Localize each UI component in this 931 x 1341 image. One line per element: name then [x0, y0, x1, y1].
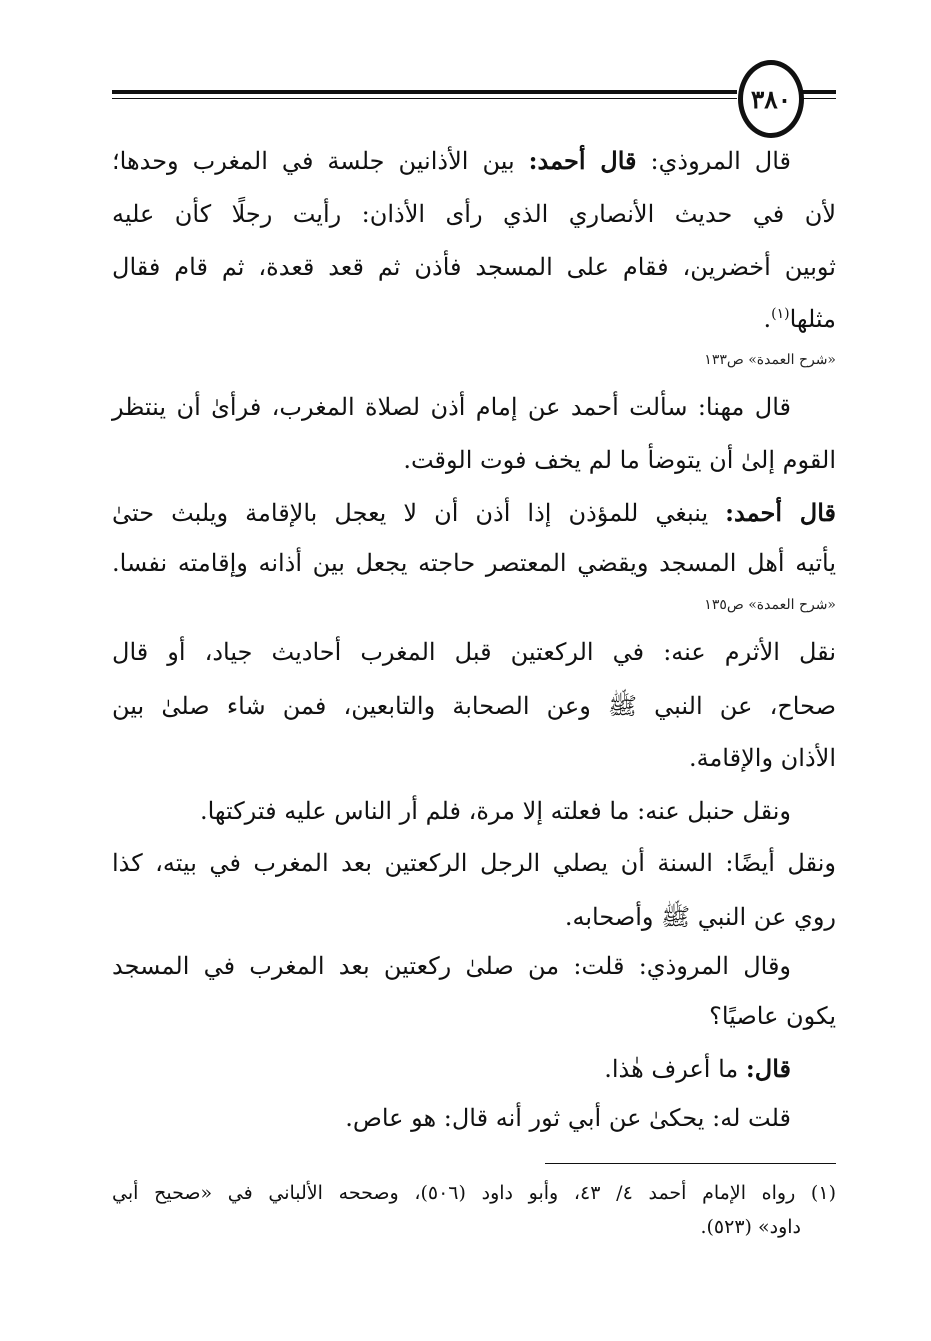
- text-line: ونقل أيضًا: السنة أن يصلي الرجل الركعتين بعد المغرب في بيته، كذا: [112, 849, 836, 877]
- text-line: ونقل حنبل عنه: ما فعلته إلا مرة، فلم أر الناس عليه فتركتها.: [199, 797, 791, 825]
- speaker-label: قال أحمد:: [528, 146, 637, 175]
- footnote-marker: (١): [771, 306, 790, 322]
- text-line: [112, 305, 836, 333]
- header-rule-thin: [112, 98, 737, 99]
- text-line: ثوبين أخضرين، فقام على المسجد فأذن ثم قعد قعدة، ثم قام فقال: [112, 253, 836, 281]
- header-rule-right-thin: [802, 98, 836, 99]
- text-line: قلت له: يحكىٰ عن أبي ثور أنه قال: هو عاص.: [345, 1104, 791, 1132]
- header-rule-right-thick: [802, 90, 836, 94]
- text-line: [112, 498, 836, 527]
- speaker-label: قال أحمد:: [725, 498, 836, 527]
- footnote-separator: [545, 1163, 836, 1164]
- text-line: [112, 146, 791, 175]
- line-text: مثلها: [789, 305, 836, 333]
- page-number: ٣٨٠: [738, 60, 804, 138]
- source-citation: «شرح العمدة» ص١٣٣: [704, 352, 836, 368]
- speaker-label: قال:: [745, 1054, 791, 1083]
- text-line: وقال المروذي: قلت: من صلىٰ ركعتين بعد المغرب في المسجد: [112, 952, 791, 980]
- text-line: صحاح، عن النبي ﷺ وعن الصحابة والتابعين، فمن شاء صلىٰ بين: [112, 692, 836, 720]
- text-line: نقل الأثرم عنه: في الركعتين قبل المغرب أحاديث جياد، أو قال: [112, 638, 836, 666]
- source-citation: «شرح العمدة» ص١٣٥: [704, 597, 836, 613]
- line-text: .: [763, 305, 772, 333]
- line-text: بين الأذانين جلسة في المغرب وحدها؛: [112, 147, 529, 175]
- text-line: قال مهنا: سألت أحمد عن إمام أذن لصلاة المغرب، فرأىٰ أن ينتظر: [112, 393, 791, 421]
- text-line: روي عن النبي ﷺ وأصحابه.: [564, 903, 836, 931]
- text-line: يكون عاصيًا؟: [709, 1002, 836, 1030]
- text-line: القوم إلىٰ أن يتوضأ ما لم يخف فوت الوقت.: [403, 446, 836, 474]
- text-line: لأن في حديث الأنصاري الذي رأى الأذان: رأيت رجلًا كأن عليه: [112, 200, 836, 228]
- line-text: ما أعرف هٰذا.: [604, 1055, 746, 1083]
- footnote-line: (١) رواه الإمام أحمد ٤/ ٤٣، وأبو داود (٥٠٦)، وصححه الألباني في «صحيح أبي: [112, 1182, 836, 1204]
- text-line: الأذان والإقامة.: [688, 744, 836, 772]
- text-line: يأتيه أهل المسجد ويقضي المعتصر حاجته يجعل بين أذانه وإقامته نفسا.: [112, 549, 836, 577]
- header-rule-thick: [112, 90, 737, 94]
- footnote-line: داود» (٥٢٣).: [700, 1216, 801, 1238]
- line-text: قال المروذي:: [636, 147, 791, 175]
- text-line: [112, 1054, 791, 1083]
- line-text: ينبغي للمؤذن إذا أذن أن لا يعجل بالإقامة ويلبث حتىٰ: [112, 499, 726, 527]
